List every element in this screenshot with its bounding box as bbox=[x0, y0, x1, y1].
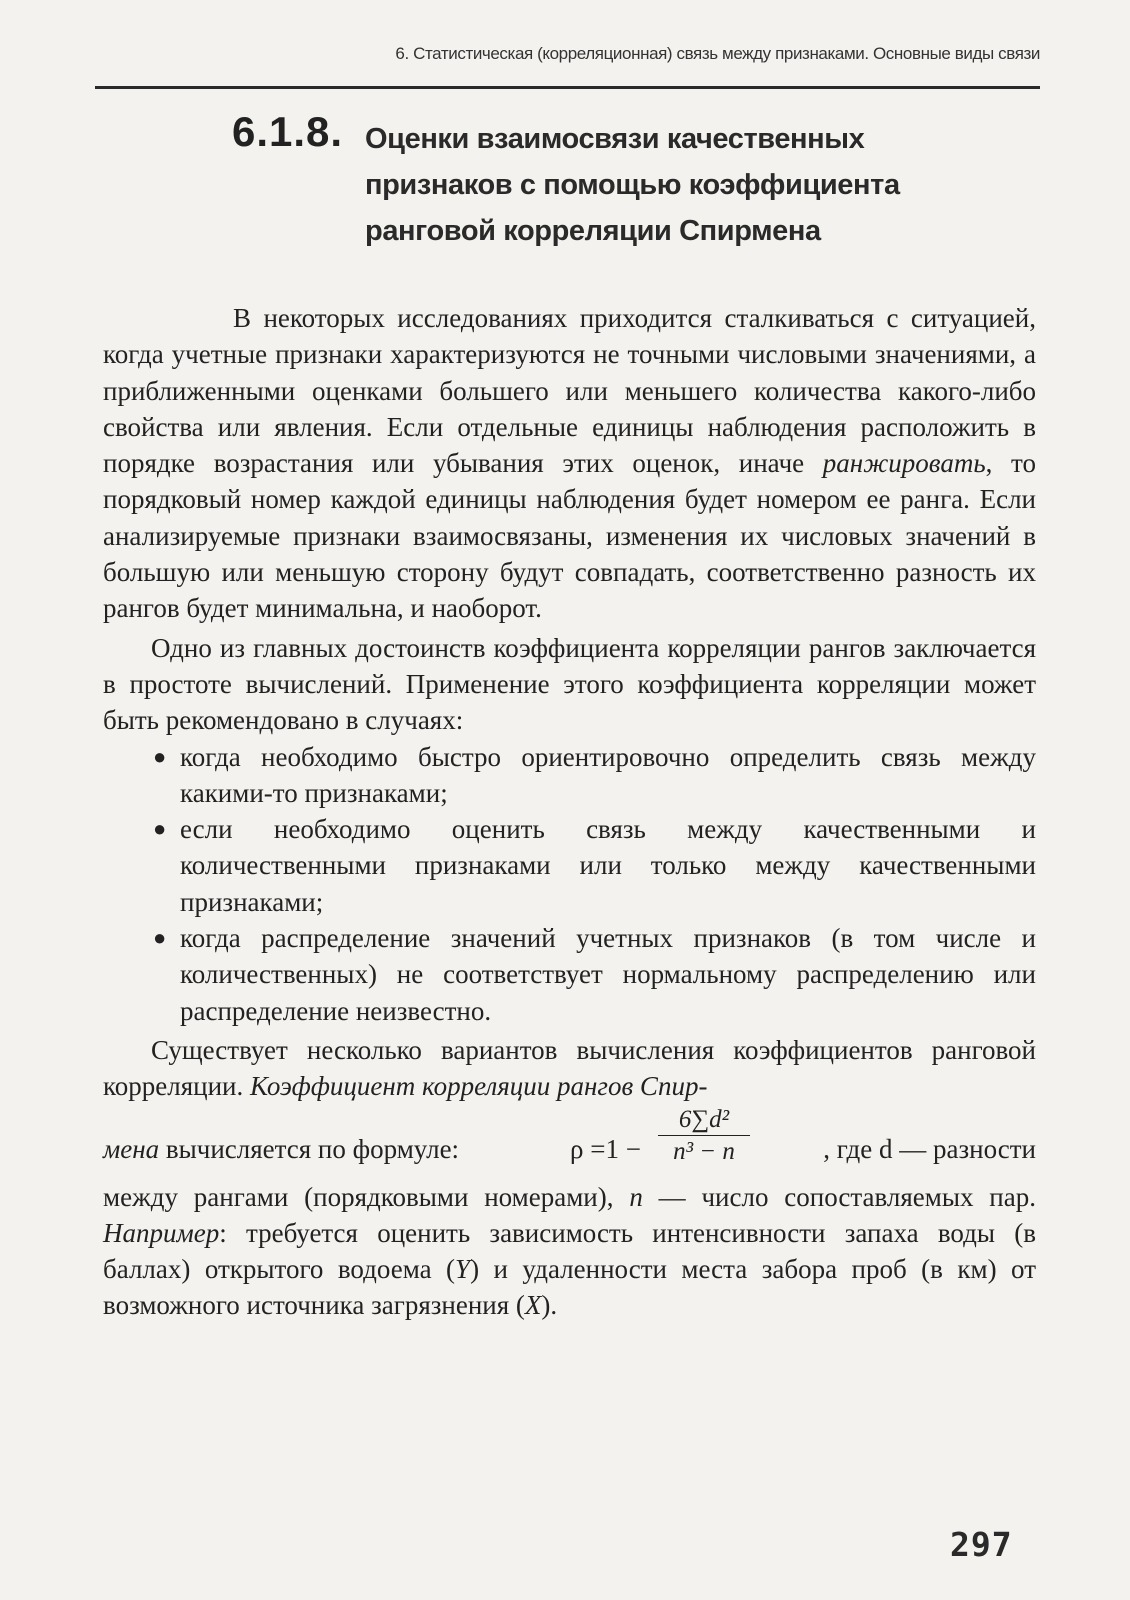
list-item bbox=[103, 739, 1036, 812]
list-item-text: когда необходимо быстро ориентировочно определить связь между какими-то признаками; bbox=[180, 741, 1036, 808]
math-var: X bbox=[524, 1290, 542, 1321]
bullet-icon: ● bbox=[153, 816, 167, 842]
text-run: вычисляется по формуле: bbox=[159, 1133, 460, 1164]
page-number: 297 bbox=[950, 1525, 1013, 1564]
list-item-text: когда распределение значений учетных признаков (в том числе и количественных) не соответствует нормальному распределению или распределение неизвестно. bbox=[180, 923, 1036, 1026]
formula-numerator: 6∑d² bbox=[658, 1105, 750, 1136]
formula-intro bbox=[103, 1131, 459, 1167]
paragraph-3 bbox=[103, 1032, 1036, 1105]
list-item bbox=[103, 811, 1036, 920]
list-item-text: если необходимо оценить связь между качественными и количественными признаками или только между качественными признаками; bbox=[180, 814, 1036, 917]
section-title-line: ранговой корреляции Спирмена bbox=[365, 215, 821, 247]
section-title-line: Оценки взаимосвязи качественных bbox=[365, 123, 865, 155]
bullet-icon: ● bbox=[153, 925, 167, 951]
text-run: : требуется оценить зависимость интенсивности запаха воды (в баллах) открытого водоема ( bbox=[103, 1217, 1036, 1285]
formula-line bbox=[103, 1105, 1036, 1179]
bullet-icon: ● bbox=[153, 743, 167, 769]
text-run: ). bbox=[541, 1290, 558, 1321]
formula-fraction bbox=[658, 1105, 750, 1168]
text-run: Существует несколько вариантов вычисления коэффициентов ранговой корреляции. bbox=[103, 1034, 1036, 1102]
emphasis-term: Например bbox=[103, 1217, 220, 1248]
header-rule bbox=[95, 86, 1040, 89]
emphasis-term: мена bbox=[103, 1133, 160, 1164]
bullet-list bbox=[103, 739, 1036, 1029]
paragraph-1 bbox=[103, 300, 1036, 627]
list-item bbox=[103, 920, 1036, 1029]
formula-denominator: n³ − n bbox=[673, 1137, 735, 1165]
section-title bbox=[365, 116, 1005, 254]
emphasis-term: Коэффициент корреляции рангов Спир- bbox=[249, 1071, 708, 1102]
section-number: 6.1.8. bbox=[232, 108, 344, 155]
paragraph-2: Одно из главных достоинств коэффициента корреляции рангов заключается в простоте вычислений. Применение этого коэффициента корреляции может быть рекомендовано в случаях: bbox=[103, 632, 1036, 736]
text-run: В некоторых исследованиях приходится сталкиваться с ситуацией, когда учетные признаки характеризуются не точными числовыми значениями, а приближенными оценками большего или меньшего количества какого-либо свойства или явления. Если отдельные единицы наблюдения расположить в порядке возрастания или убывания этих оценок, иначе bbox=[103, 303, 1036, 479]
math-var: Y bbox=[455, 1254, 471, 1285]
formula-tail: , где d — разности bbox=[823, 1133, 1036, 1164]
text-run: между рангами (порядковыми номерами), bbox=[103, 1181, 630, 1212]
math-var: n bbox=[629, 1181, 643, 1212]
text-run: — число сопоставляемых пар. bbox=[642, 1181, 1036, 1212]
formula-lhs: ρ =1 − bbox=[570, 1133, 641, 1164]
section-title-line: признаков с помощью коэффициента bbox=[365, 169, 900, 201]
paragraph-3-continued bbox=[103, 1179, 1036, 1324]
emphasis-term: ранжировать bbox=[822, 448, 986, 479]
text-run: , то порядковый номер каждой единицы наблюдения будет номером ее ранга. Если анализируемые признаки взаимосвязаны, изменения их числовых значений в большую или меньшую сторону будут совпадать, соответственно разность их рангов будет минимальна, и наоборот. bbox=[103, 448, 1036, 624]
body-text bbox=[103, 300, 1036, 1324]
text-run: ) и удаленности места забора проб (в км) от возможного источника загрязнения ( bbox=[103, 1254, 1036, 1321]
running-header: 6. Статистическая (корреляционная) связь между признаками. Основные виды связи bbox=[395, 44, 1040, 63]
